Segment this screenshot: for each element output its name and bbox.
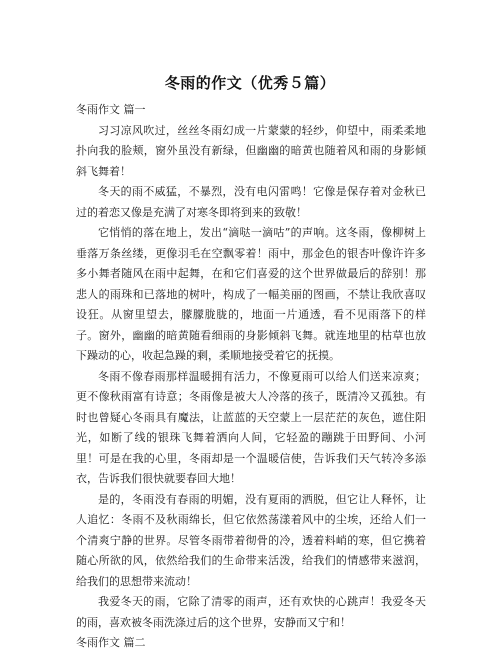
paragraph: 它悄悄的落在地上，发出“滴哒一滴咕”的声响。这冬雨，像柳树上垂落万条丝缕，更像羽毛在空飘零着！雨中，那金色的银杏叶像许许多多小舞者随风在雨中起舞，在和它们喜爱的这个世界做最后的辞别！那悲人的雨珠和已落地的树叶，构成了一幅美丽的图画，不禁让我欣喜叹设狂。从窗里望去，朦朦胧胧的，地面一片通透，看不见雨落下的样子。窗外，幽幽的暗黄随看细雨的身影倾斜飞舞。就连地里的枯草也放下躁动的心，收起急躁的剩，柔顺地接受着它的抚摸。: [76, 226, 426, 362]
paragraph: 习习凉风吹过，丝丝冬雨幻成一片蒙蒙的轻纱，仰望中，雨柔柔地扑向我的脸颊，窗外虽没有新绿，但幽幽的暗黄也随着风和雨的身影倾斜飞舞着！: [76, 123, 426, 178]
document-body: [76, 100, 426, 654]
paragraph: 是的，冬雨没有春雨的明媚，没有夏雨的洒脱，但它让人释怀，让人追忆：冬雨不及秋雨绵长，但它依然荡漾着风中的尘埃，还给人们一个清爽宁静的世界。尽管冬雨带着彻骨的冷，透着料峭的寒，但它携着随心所欲的风，依然给我们的生命带来活泼，给我们的情感带来滋润，给我们的思想带来流动！: [76, 492, 426, 588]
document-title: 冬雨的作文（优秀５篇）: [164, 74, 336, 92]
paragraph: 我爱冬天的雨，它除了清零的雨声，还有欢快的心跳声！我爱冬天的雨，喜欢被冬雨洗涤过后的这个世界，安静而又宁和！: [76, 595, 426, 629]
paragraph: 冬雨不像春雨那样温暖拥有活力，不像夏雨可以给人们送来凉爽；更不像秋雨富有诗意；冬雨像是被大人冷落的孩子，既清冷又孤独。有时也曾疑心冬雨具有魔法，让蓝蓝的天空蒙上一层茫茫的灰色，遮住阳光，如断了线的银珠飞舞着洒向人间，它轻盈的蹦跳于田野间、小河里！可是在我的心里，冬雨却是一个温暖信使，告诉我们天气转冷多添衣，告诉我们很快就要春回大地！: [76, 369, 426, 485]
paragraph: 冬天的雨不威猛，不暴烈，没有电闪雷鸣！它像是保存着对金秋已过的着恋又像是充满了对寒冬即将到来的致敬！: [76, 185, 426, 219]
section-heading-2: 冬雨作文 篇二: [76, 636, 146, 649]
section-heading-1: 冬雨作文 篇一: [76, 103, 146, 116]
